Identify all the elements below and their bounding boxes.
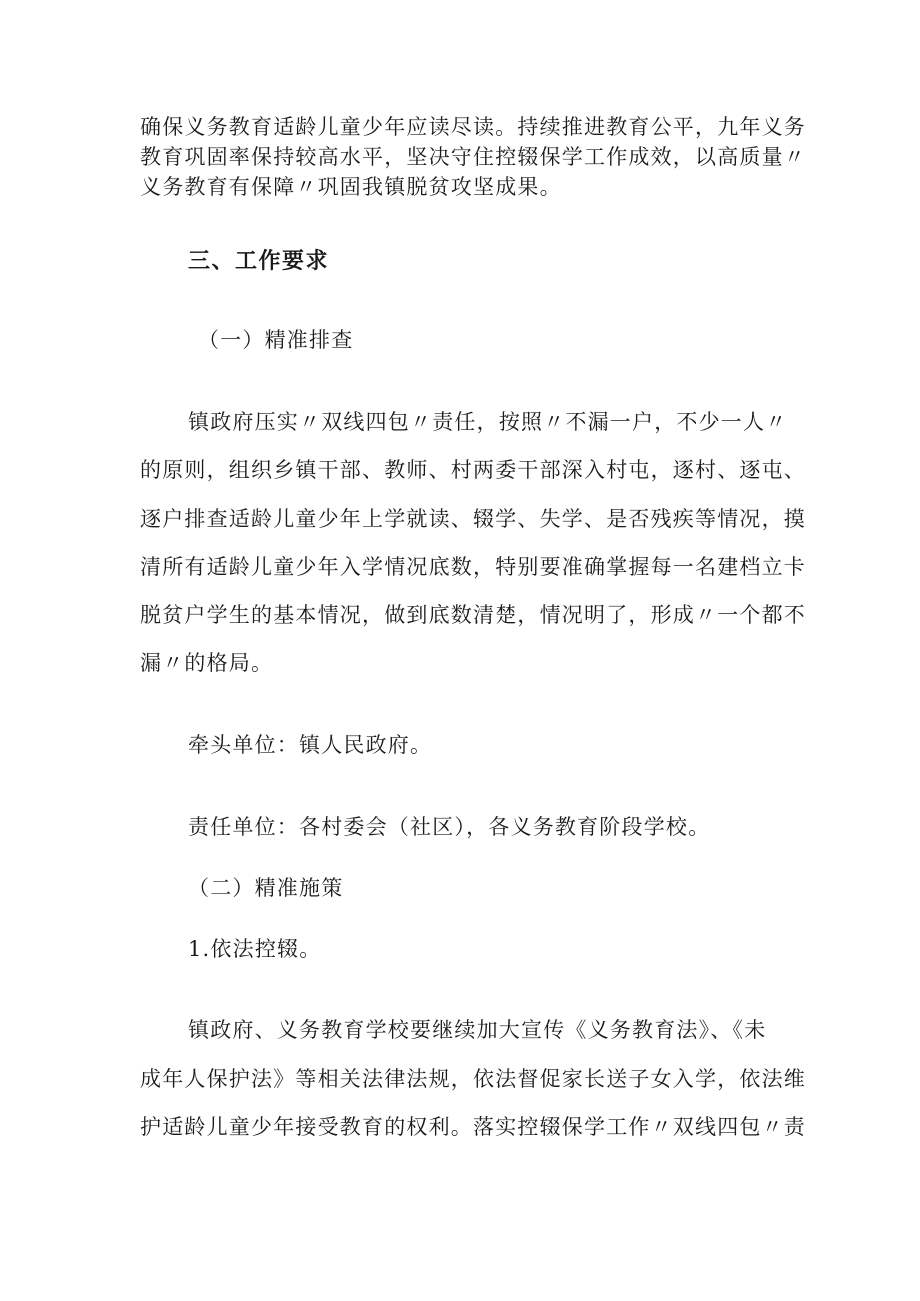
para1-line-6: 漏〃的格局。 (140, 651, 274, 675)
intro-line-3: 义务教育有保障〃巩固我镇脱贫攻坚成果。 (140, 175, 562, 199)
subsection-title-2: （二）精准施策 (188, 876, 344, 900)
lead-unit-text: 牵头单位：镇人民政府。 (188, 733, 433, 757)
para1-line-2: 的原则，组织乡镇干部、教师、村两委干部深入村屯，逐村、逐屯、 (140, 458, 806, 482)
para1-line-1: 镇政府压实〃双线四包〃责任，按照〃不漏一户，不少一人〃 (188, 410, 788, 434)
para1-line-4: 清所有适龄儿童少年入学情况底数，特别要准确掌握每一名建档立卡 (140, 555, 806, 579)
responsible-unit-text: 责任单位：各村委会（社区），各义务教育阶段学校。 (188, 815, 711, 839)
item-1-heading: 1.依法控辍。 (188, 937, 322, 961)
para2-line-2: 成年人保护法》等相关法律法规，依法督促家长送子女入学，依法维 (140, 1067, 806, 1091)
intro-line-2: 教育巩固率保持较高水平，坚决守住控辍保学工作成效，以高质量〃 (140, 145, 806, 169)
para1-line-5: 脱贫户学生的基本情况，做到底数清楚，情况明了，形成〃一个都不 (140, 603, 806, 627)
para1-line-3: 逐户排查适龄儿童少年上学就读、辍学、失学、是否残疾等情况，摸 (140, 507, 806, 531)
intro-line-1: 确保义务教育适龄儿童少年应读尽读。持续推进教育公平，九年义务 (140, 115, 806, 139)
subsection-title-1: （一）精准排查 (198, 328, 354, 352)
para2-line-1: 镇政府、义务教育学校要继续加大宣传《义务教育法》、《未 (188, 1018, 767, 1042)
section-heading: 三、工作要求 (188, 249, 330, 274)
para2-line-3: 护适龄儿童少年接受教育的权利。落实控辍保学工作〃双线四包〃责 (140, 1115, 806, 1139)
